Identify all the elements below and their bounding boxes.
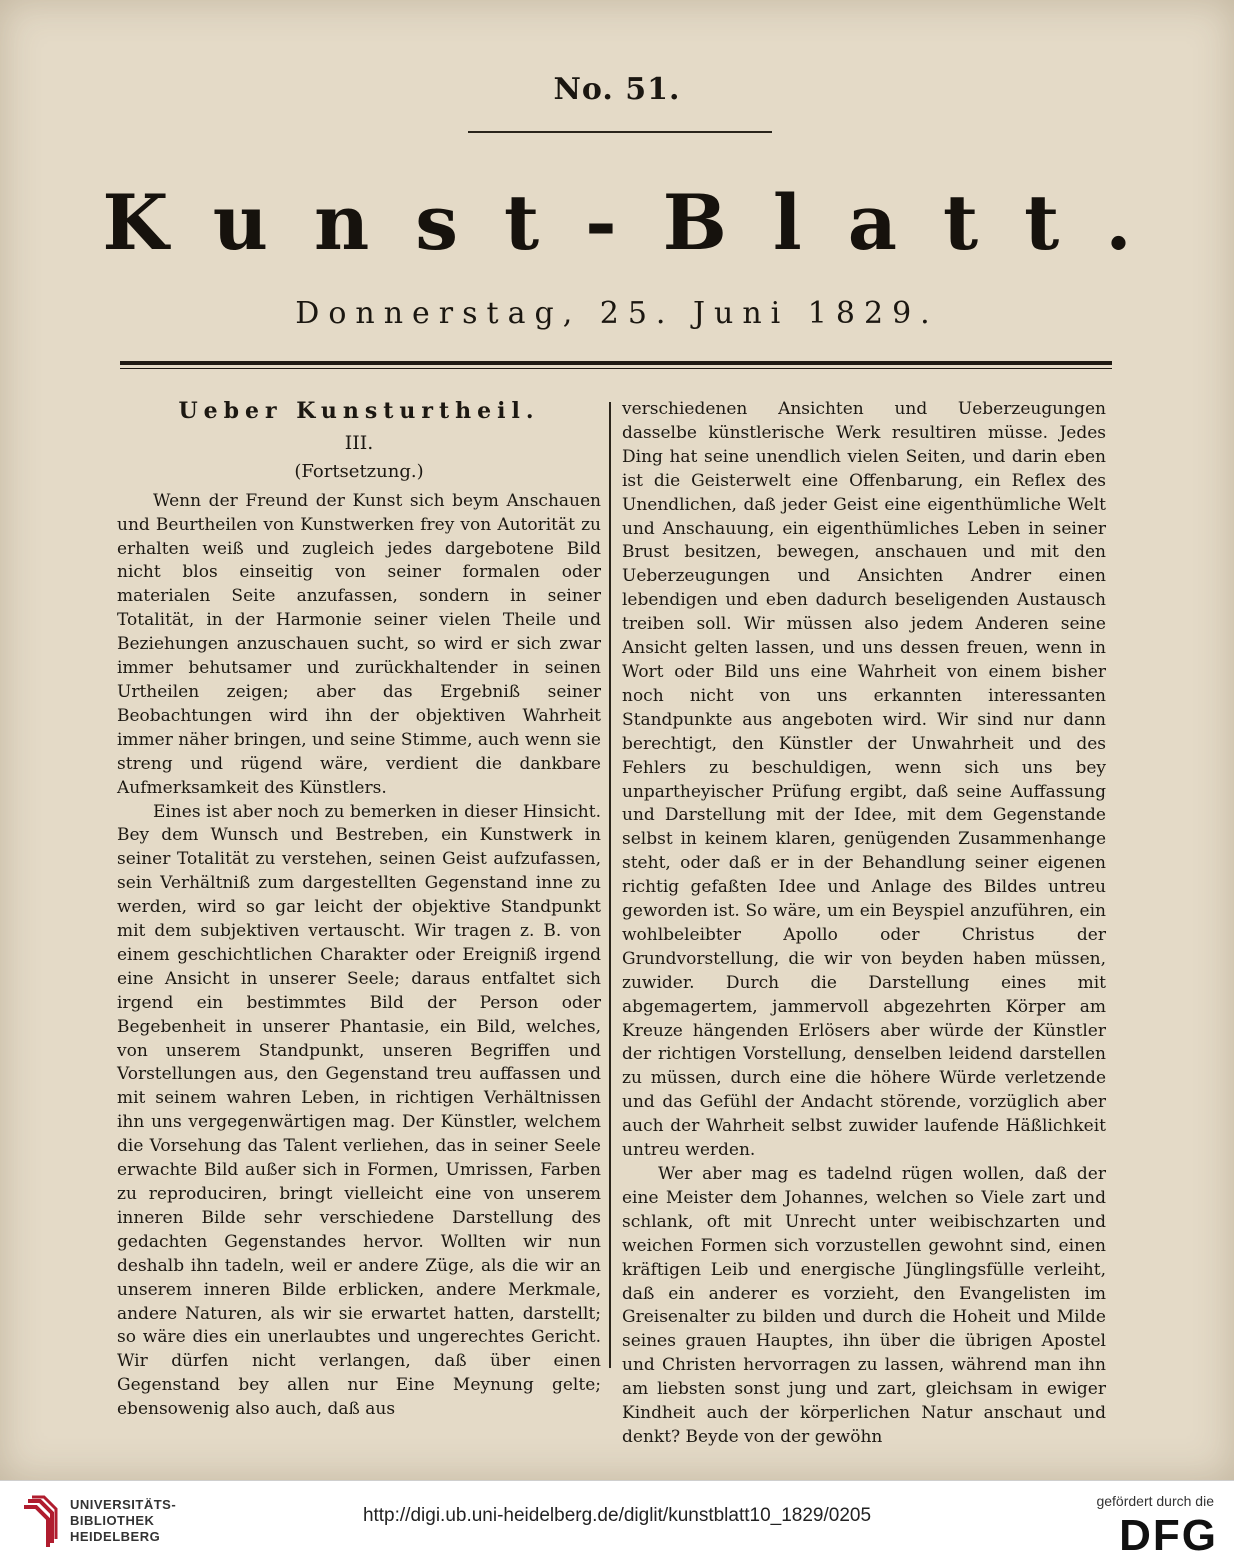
funder-logo: DFG: [1119, 1511, 1218, 1560]
masthead-title: Kunst-Blatt.: [102, 178, 1178, 267]
thin-rule: [120, 368, 1112, 369]
funded-by-label: gefördert durch die: [1096, 1493, 1214, 1509]
article-continued: (Fortsetzung.): [294, 460, 424, 482]
right-column: [622, 398, 1106, 1450]
column-divider: [609, 402, 611, 1368]
header-rule: [468, 131, 772, 133]
permalink-url[interactable]: http://digi.ub.uni-heidelberg.de/diglit/kunstblatt10_1829/0205: [362, 1505, 872, 1526]
paragraph: verschiedenen Ansichten und Ueberzeugungen dasselbe künstlerische Werk resultiren müsse. Jedes Ding hat seine unendlich vielen Seiten, und darin eben ist die Geisterwelt eine Offenbarung, ein Reflex des Unendlichen, daß jeder Geist eine eigenthümliche Welt und Anschauung, ein eigenthümliches Leben in seiner Brust besitzen, bewegen, anschauen und mit den Ueberzeugungen und Ansichten Andrer einen lebendigen und eben dadurch beseligenden Austausch treiben soll. Wir müssen also jedem Anderen seine Ansicht gelten lassen, und uns dessen freuen, wenn in Wort oder Bild uns eine Wahrheit von einem bisher noch nicht von uns erkannten interessanten Standpunkte aus angeboten wird. Wir sind nur dann berechtigt, den Künstler der Unwahrheit und des Fehlers zu beschuldigen, wenn sich uns bey unpartheyischer Prüfung ergibt, daß seine Auffassung und Darstellung mit der Idee, mit dem Gegenstande selbst in keinem klaren, genügenden Zusammenhange steht, oder daß er in der Behandlung seiner eigenen richtig gefaßten Idee und Anlage des Bildes untreu geworden ist. So wäre, um ein Beyspiel anzuführen, ein wohlbeleibter Apollo oder Christus der Grundvorstellung, die wir von beyden haben müssen, zuwider. Durch die Darstellung eines mit abgemagertem, jammervoll abgezehrten Körper am Kreuze hängenden Erlösers aber würde der Künstler der richtigen Vorstellung, denselben leidend darstellen zu müssen, durch eine die höhere Würde verletzende und das Gefühl der Andacht störende, vorzüglich aber auch der Wahrheit selbst zuwider laufende Häßlichkeit untreu werden.: [622, 399, 1106, 1161]
library-name: UNIVERSITÄTS- BIBLIOTHEK HEIDELBERG: [70, 1497, 177, 1544]
article-part: III.: [344, 431, 374, 454]
issue-number: No. 51.: [553, 72, 681, 107]
paragraph: Eines ist aber noch zu bemerken in dieser Hinsicht. Bey dem Wunsch und Bestreben, ein Kunstwerk in seiner Totalität zu verstehen, seinen Geist aufzufassen, sein Verhältniß zum dargestellten Gegenstand inne zu werden, wird so gar leicht der objektive Standpunkt mit dem subjektiven vertauscht. Wir tragen z. B. von einem geschichtlichen Charakter oder Ereigniß irgend eine Ansicht in unserer Seele; daraus entfaltet sich irgend ein bestimmtes Bild der Person oder Begebenheit in unserer Phantasie, ein Bild, welches, von unserem Standpunkt, unseren Begriffen und Vorstellungen aus, den Gegenstand treu auffassen und mit seinem wahren Leben, in richtigen Verhältnissen ihn uns vergegenwärtigen mag. Der Künstler, welchem die Vorsehung das Talent verliehen, das in seiner Seele erwachte Bild außer sich in Formen, Umrissen, Farben zu reproduciren, bringt vielleicht eine von unserem inneren Bilde sehr verschiedene Darstellung des gedachten Gegenstandes hervor. Wollten wir nun deshalb ihn tadeln, weil er andere Züge, als die wir an unserem inneren Bilde erblicken, andere Merkmale, andere Naturen, als wir sie erwartet hatten, darstellt; so wäre dies ein unerlaubtes und ungerechtes Gericht. Wir dürfen nicht verlangen, daß über einen Gegenstand bey allen nur Eine Meynung gelte; ebensowenig also auch, daß aus: [117, 801, 601, 1420]
left-column: [117, 398, 601, 1422]
paragraph: Wer aber mag es tadelnd rügen wollen, daß der eine Meister dem Johannes, welchen so Viele zart und schlank, oft mit Unrecht unter weibischzarten und weichen Formen sich vorzustellen gewohnt sind, einen kräftigen Leib und energische Jünglingsfülle verleiht, daß ein anderer es vorzieht, den Evangelisten im Greisenalter zu bilden und durch die Hoheit und Milde seines grauen Hauptes, ihn über die übrigen Apostel und Christen hervorragen zu lassen, während man ihn am liebsten sonst jung und zart, gleichsam in ewiger Kindheit auch der körperlichen Natur anschaut und denkt? Beyde von der gewöhn: [622, 1164, 1106, 1447]
dateline: Donnerstag, 25. Juni 1829.: [295, 296, 939, 331]
viewer-footer: [0, 1480, 1234, 1568]
paragraph: Wenn der Freund der Kunst sich beym Anschauen und Beurtheilen von Kunstwerken frey von Autorität zu erhalten weiß und zugleich jedes dargebotene Bild nicht blos einseitig von seiner formalen oder materialen Seite anzufassen, sondern in seiner Totalität, in der Harmonie seiner vielen Theile und Beziehungen anzuschauen sucht, so wird er sich zwar immer behutsamer und zurückhaltender in seinen Urtheilen zeigen; aber das Ergebniß seiner Beobachtungen wird ihn der objektiven Wahrheit immer näher bringen, und seine Stimme, auch wenn sie streng und rügend wäre, verdient die dankbare Aufmerksamkeit des Künstlers.: [117, 490, 601, 798]
thick-rule: [120, 361, 1112, 365]
article-title: Ueber Kunsturtheil.: [178, 398, 540, 424]
